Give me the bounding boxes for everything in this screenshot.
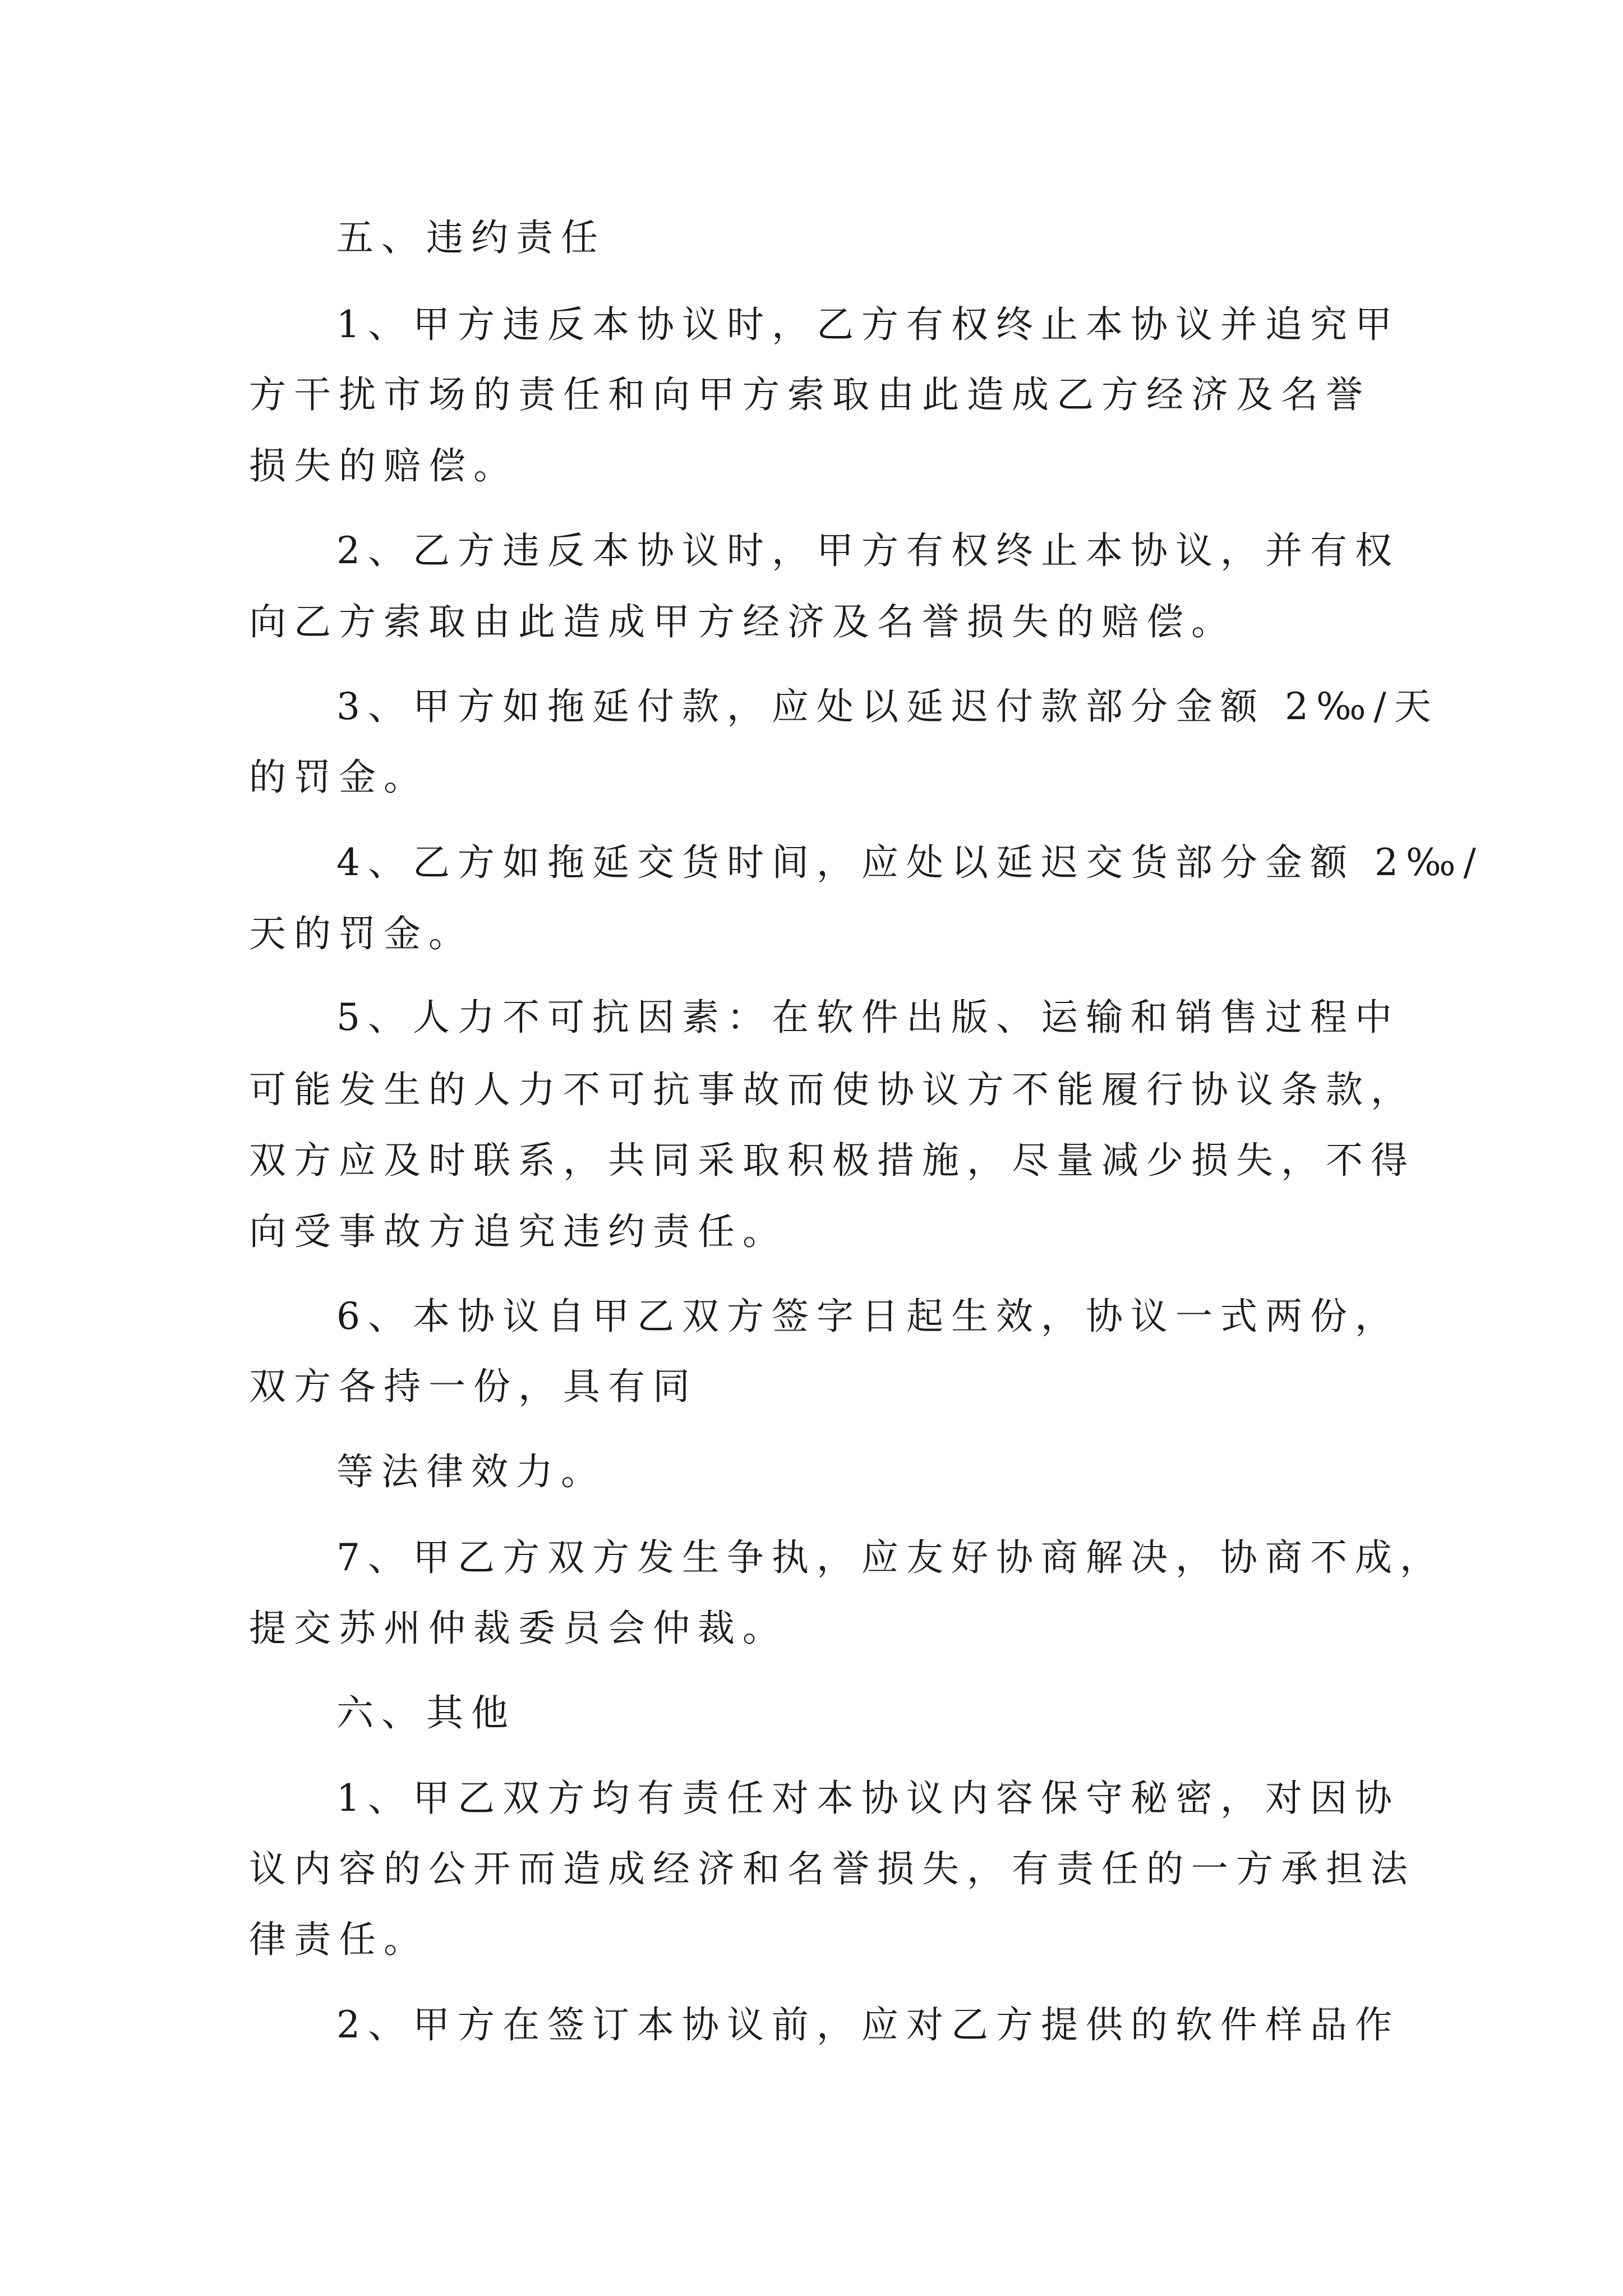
- clause-5-7-line-1: 7、甲乙方双方发生争执，应友好协商解决，协商不成，: [336, 1536, 1445, 1579]
- clause-5-4-line-2: 天的罚金。: [249, 912, 473, 955]
- clause-5-2-line-1: 2、乙方违反本协议时，甲方有权终止本协议，并有权: [336, 529, 1400, 572]
- clause-5-2-line-2: 向乙方索取由此造成甲方经济及名誉损失的赔偿。: [249, 600, 1236, 643]
- clause-5-1-line-1: 1、甲方违反本协议时，乙方有权终止本协议并追究甲: [336, 303, 1400, 346]
- clause-5-5-line-4: 向受事故方追究违约责任。: [249, 1210, 787, 1253]
- section-heading-other: 六、其他: [336, 1691, 516, 1734]
- section-heading-breach: 五、违约责任: [336, 216, 606, 259]
- clause-5-5-line-2: 可能发生的人力不可抗事故而使协议方不能履行协议条款，: [249, 1068, 1415, 1111]
- clause-5-3-line-2: 的罚金。: [249, 756, 428, 799]
- clause-5-3-line-1: 3、甲方如拖延付款，应处以延迟付款部分金额 2‰/天: [336, 685, 1439, 728]
- clause-6-1-line-1: 1、甲乙双方均有责任对本协议内容保守秘密，对因协: [336, 1777, 1400, 1820]
- clause-6-2-line-1: 2、甲方在签订本协议前，应对乙方提供的软件样品作: [336, 2003, 1400, 2046]
- clause-5-1-line-3: 损失的赔偿。: [249, 444, 518, 487]
- clause-5-5-line-1: 5、人力不可抗因素：在软件出版、运输和销售过程中: [336, 996, 1400, 1039]
- clause-5-1-line-2: 方干扰市场的责任和向甲方索取由此造成乙方经济及名誉: [249, 373, 1371, 416]
- clause-6-1-line-2: 议内容的公开而造成经济和名誉损失，有责任的一方承担法: [249, 1847, 1415, 1890]
- clause-5-5-line-3: 双方应及时联系，共同采取积极措施，尽量减少损失，不得: [249, 1139, 1415, 1182]
- clause-5-7-line-2: 提交苏州仲裁委员会仲裁。: [249, 1607, 787, 1650]
- clause-6-1-line-3: 律责任。: [249, 1918, 428, 1961]
- clause-5-6-line-2: 双方各持一份，具有同: [249, 1365, 698, 1408]
- clause-5-4-line-1: 4、乙方如拖延交货时间，应处以延迟交货部分金额 2‰/: [336, 841, 1484, 884]
- clause-5-6-line-1: 6、本协议自甲乙双方签字日起生效，协议一式两份，: [336, 1295, 1400, 1338]
- clause-5-6-line-3: 等法律效力。: [336, 1450, 606, 1493]
